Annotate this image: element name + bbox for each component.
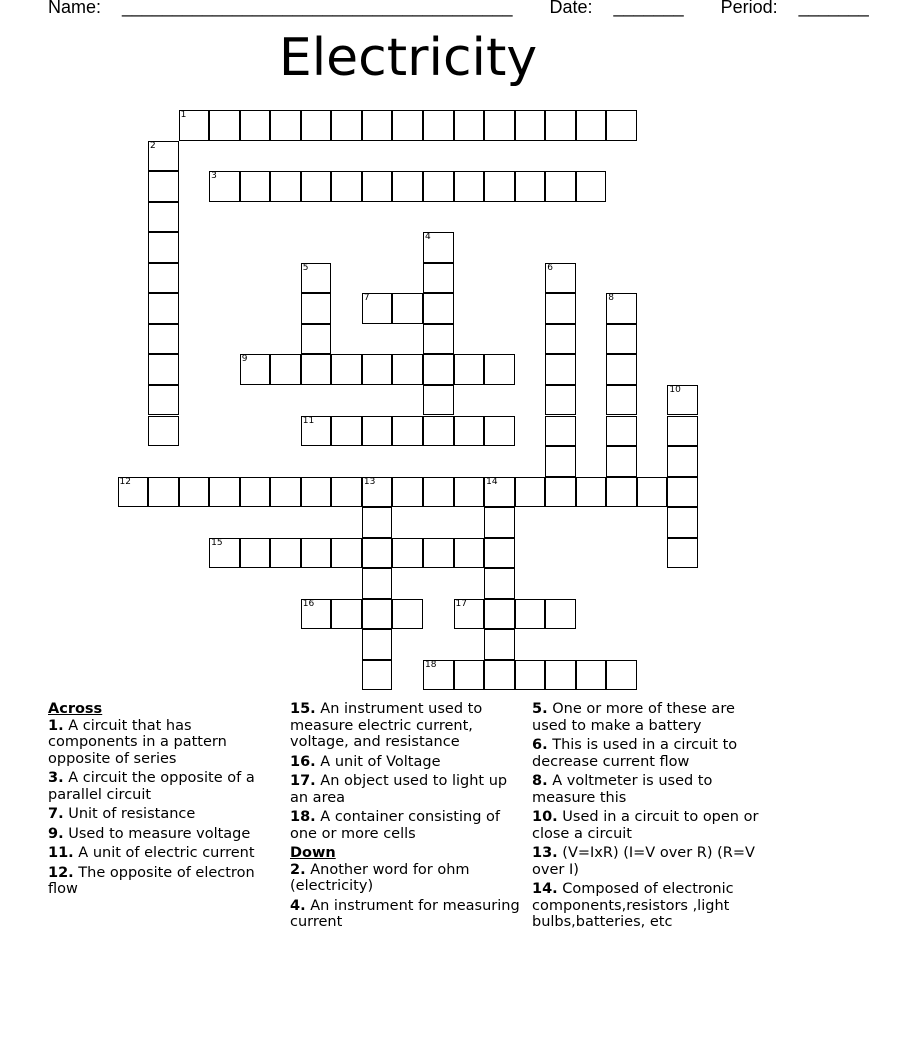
grid-cell[interactable] (545, 263, 576, 294)
grid-cell[interactable] (545, 660, 576, 691)
clue-number-label: 16. (290, 753, 316, 770)
grid-cell[interactable] (545, 171, 576, 202)
date-label: Date: (549, 0, 593, 17)
grid-cell[interactable] (606, 354, 637, 385)
clue-item (290, 754, 520, 771)
clue-text: An object used to light up an area (290, 773, 508, 806)
clue-number: 14 (486, 476, 498, 487)
clue-number: 8 (608, 293, 615, 304)
grid-cell[interactable] (392, 416, 423, 447)
grid-cell[interactable] (331, 538, 362, 569)
clue-number: 6 (547, 262, 553, 273)
clue-item (532, 809, 762, 842)
grid-cell[interactable] (362, 538, 393, 569)
grid-cell[interactable] (301, 354, 332, 385)
grid-cell[interactable] (240, 171, 271, 202)
grid-cell[interactable] (423, 477, 454, 508)
clue-text: The opposite of electron flow (48, 864, 255, 897)
clue-number-label: 17. (290, 773, 316, 789)
grid-cell[interactable] (606, 293, 637, 324)
clue-number: 5 (302, 262, 309, 273)
grid-cell[interactable] (606, 446, 637, 477)
grid-cell[interactable] (423, 660, 454, 691)
grid-cell[interactable] (362, 110, 393, 141)
grid-cell[interactable] (148, 141, 179, 172)
grid-cell[interactable] (637, 477, 668, 508)
clue-number: 15 (211, 537, 223, 548)
clue-number-label: 8. (532, 773, 548, 789)
clue-text: A circuit the opposite of a parallel circuit (48, 770, 255, 803)
grid-cell[interactable] (423, 385, 454, 416)
grid-cell[interactable] (301, 110, 332, 141)
clue-number: 12 (119, 476, 131, 487)
grid-cell[interactable] (545, 293, 576, 324)
grid-cell[interactable] (545, 324, 576, 355)
period-label: Period: (720, 0, 778, 17)
date-line: _______ (613, 0, 684, 17)
clue-item (290, 701, 520, 751)
grid-cell[interactable] (515, 171, 546, 202)
grid-cell[interactable] (179, 110, 210, 141)
grid-cell[interactable] (545, 477, 576, 508)
grid-cell[interactable] (606, 477, 637, 508)
grid-cell[interactable] (667, 446, 698, 477)
clue-number: 18 (425, 659, 437, 670)
grid-cell[interactable] (454, 416, 485, 447)
grid-cell[interactable] (301, 293, 332, 324)
clue-text: A container consisting of one or more cells (290, 809, 501, 842)
clue-number-label: 3. (48, 770, 64, 786)
across-clue-list (48, 718, 273, 898)
grid-cell[interactable] (545, 446, 576, 477)
clue-number: 10 (669, 384, 681, 395)
clue-column-1 (48, 701, 273, 901)
clue-text: (V=IxR) (I=V over R) (R=V over I) (532, 845, 755, 878)
grid-cell[interactable] (606, 110, 637, 141)
clue-item (532, 701, 762, 734)
grid-cell[interactable] (454, 538, 485, 569)
grid-cell[interactable] (301, 477, 332, 508)
grid-cell[interactable] (423, 293, 454, 324)
grid-cell[interactable] (362, 354, 393, 385)
grid-cell[interactable] (392, 599, 423, 630)
grid-cell[interactable] (576, 477, 607, 508)
grid-cell[interactable] (240, 354, 271, 385)
grid-cell[interactable] (667, 416, 698, 447)
grid-cell[interactable] (362, 599, 393, 630)
grid-cell[interactable] (454, 110, 485, 141)
grid-cell[interactable] (454, 599, 485, 630)
grid-cell[interactable] (301, 171, 332, 202)
grid-cell[interactable] (606, 324, 637, 355)
clue-number-label: 13. (532, 845, 558, 861)
grid-cell[interactable] (331, 477, 362, 508)
down-heading: Down (290, 845, 336, 861)
grid-cell[interactable] (331, 416, 362, 447)
clue-text: This is used in a circuit to decrease current flow (532, 737, 738, 770)
clue-item (48, 826, 273, 843)
grid-cell[interactable] (392, 477, 423, 508)
grid-cell[interactable] (148, 416, 179, 447)
clue-number-label: 2. (290, 861, 306, 878)
across-heading: Across (48, 701, 103, 717)
grid-cell[interactable] (484, 660, 515, 691)
grid-cell[interactable] (606, 660, 637, 691)
grid-cell[interactable] (240, 477, 271, 508)
grid-cell[interactable] (392, 354, 423, 385)
grid-cell[interactable] (667, 385, 698, 416)
clue-item (532, 737, 762, 770)
clue-number: 17 (455, 598, 467, 609)
clue-number-label: 11. (48, 845, 74, 861)
grid-cell[interactable] (423, 110, 454, 141)
grid-cell[interactable] (484, 171, 515, 202)
grid-cell[interactable] (209, 538, 240, 569)
grid-cell[interactable] (484, 477, 515, 508)
grid-cell[interactable] (545, 354, 576, 385)
clue-text: A circuit that has components in a pattern opposite of series (48, 717, 227, 767)
grid-cell[interactable] (667, 507, 698, 538)
grid-cell[interactable] (484, 599, 515, 630)
grid-cell[interactable] (484, 110, 515, 141)
clue-number: 2 (150, 140, 156, 151)
grid-cell[interactable] (331, 354, 362, 385)
grid-cell[interactable] (148, 324, 179, 355)
grid-cell[interactable] (484, 354, 515, 385)
clue-text: Composed of electronic components,resistors ,light bulbs,batteries, etc (532, 881, 734, 930)
grid-cell[interactable] (484, 629, 515, 660)
clue-text: An instrument used to measure electric current, voltage, and resistance (290, 701, 483, 750)
clue-number-label: 1. (48, 717, 64, 734)
clue-text: Used in a circuit to open or close a circuit (532, 809, 759, 842)
clue-number: 16 (302, 598, 315, 609)
clue-number-label: 12. (48, 864, 74, 881)
grid-cell[interactable] (148, 354, 179, 385)
grid-cell[interactable] (423, 354, 454, 385)
clue-number-label: 14. (532, 881, 558, 897)
grid-cell[interactable] (270, 171, 301, 202)
period-line: _______ (798, 0, 869, 17)
grid-cell[interactable] (301, 416, 332, 447)
clue-item (48, 806, 273, 823)
clue-text: Used to measure voltage (63, 825, 251, 842)
grid-cell[interactable] (270, 354, 301, 385)
grid-cell[interactable] (301, 538, 332, 569)
grid-cell[interactable] (454, 171, 485, 202)
clue-column-3 (532, 701, 762, 934)
clue-item (532, 845, 762, 878)
grid-cell[interactable] (423, 538, 454, 569)
grid-cell[interactable] (423, 232, 454, 263)
clue-item (290, 809, 520, 842)
grid-cell[interactable] (484, 538, 515, 569)
grid-cell[interactable] (423, 416, 454, 447)
clue-number-label: 15. (290, 701, 316, 717)
grid-cell[interactable] (484, 507, 515, 538)
grid-cell[interactable] (515, 110, 546, 141)
grid-cell[interactable] (179, 477, 210, 508)
grid-cell[interactable] (392, 538, 423, 569)
grid-cell[interactable] (362, 568, 393, 599)
grid-cell[interactable] (362, 171, 393, 202)
grid-cell[interactable] (515, 660, 546, 691)
clue-number-label: 9. (48, 825, 64, 842)
clue-column-2 (290, 701, 520, 934)
down-clue-list (290, 862, 520, 931)
clue-item (532, 881, 762, 931)
grid-cell[interactable] (545, 110, 576, 141)
grid-cell[interactable] (331, 171, 362, 202)
grid-cell[interactable] (240, 538, 271, 569)
clue-item (290, 773, 520, 806)
clue-number: 4 (425, 232, 431, 243)
clue-text: A unit of electric current (73, 845, 255, 861)
grid-cell[interactable] (423, 263, 454, 294)
grid-cell[interactable] (362, 507, 393, 538)
clue-number: 3 (211, 171, 217, 182)
clue-number-label: 10. (532, 809, 558, 825)
grid-cell[interactable] (576, 110, 607, 141)
grid-cell[interactable] (667, 477, 698, 508)
grid-cell[interactable] (270, 538, 301, 569)
clue-item (48, 865, 273, 898)
grid-cell[interactable] (209, 110, 240, 141)
grid-cell[interactable] (576, 660, 607, 691)
grid-cell[interactable] (362, 416, 393, 447)
grid-cell[interactable] (392, 293, 423, 324)
grid-cell[interactable] (576, 171, 607, 202)
grid-cell[interactable] (301, 263, 332, 294)
grid-cell[interactable] (454, 660, 485, 691)
clue-text: Another word for ohm (electricity) (290, 861, 470, 894)
grid-cell[interactable] (240, 110, 271, 141)
page-title: Electricity (278, 28, 538, 88)
clue-text: A voltmeter is used to measure this (532, 773, 713, 806)
grid-cell[interactable] (606, 385, 637, 416)
grid-cell[interactable] (484, 568, 515, 599)
grid-cell[interactable] (484, 416, 515, 447)
grid-cell[interactable] (148, 202, 179, 233)
grid-cell[interactable] (362, 629, 393, 660)
grid-cell[interactable] (606, 416, 637, 447)
clue-number: 9 (241, 354, 248, 365)
grid-cell[interactable] (454, 477, 485, 508)
grid-cell[interactable] (209, 171, 240, 202)
grid-cell[interactable] (148, 263, 179, 294)
grid-cell[interactable] (301, 324, 332, 355)
grid-cell[interactable] (148, 232, 179, 263)
clue-text: An instrument for measuring current (290, 897, 520, 930)
grid-cell[interactable] (148, 171, 179, 202)
grid-cell[interactable] (331, 599, 362, 630)
grid-cell[interactable] (362, 293, 393, 324)
clue-number-label: 7. (48, 806, 64, 822)
grid-cell[interactable] (331, 110, 362, 141)
clue-text: A unit of Voltage (315, 753, 441, 770)
clue-number: 13 (363, 476, 376, 487)
grid-cell[interactable] (667, 538, 698, 569)
clue-item (290, 898, 520, 931)
grid-cell[interactable] (545, 385, 576, 416)
clue-number: 7 (363, 293, 370, 304)
grid-cell[interactable] (148, 293, 179, 324)
grid-cell[interactable] (148, 385, 179, 416)
name-line: _______________________________________ (122, 0, 513, 17)
grid-cell[interactable] (423, 324, 454, 355)
grid-cell[interactable] (392, 171, 423, 202)
grid-cell[interactable] (545, 416, 576, 447)
grid-cell[interactable] (423, 171, 454, 202)
grid-cell[interactable] (301, 599, 332, 630)
grid-cell[interactable] (270, 477, 301, 508)
name-label: Name: (48, 0, 102, 17)
clue-item (48, 770, 273, 803)
grid-cell[interactable] (515, 599, 546, 630)
grid-cell[interactable] (545, 599, 576, 630)
across-clue-list-continued (290, 701, 520, 842)
grid-cell[interactable] (515, 477, 546, 508)
clue-item (48, 718, 273, 768)
clue-item (532, 773, 762, 806)
grid-cell[interactable] (270, 110, 301, 141)
grid-cell[interactable] (209, 477, 240, 508)
clue-text: Unit of resistance (63, 806, 196, 822)
grid-cell[interactable] (392, 110, 423, 141)
grid-cell[interactable] (362, 660, 393, 691)
grid-cell[interactable] (118, 477, 149, 508)
clue-number: 11 (302, 415, 315, 426)
grid-cell[interactable] (454, 354, 485, 385)
clue-number-label: 18. (290, 809, 316, 825)
grid-cell[interactable] (362, 477, 393, 508)
clue-number-label: 4. (290, 897, 306, 914)
clue-number: 1 (180, 110, 187, 120)
grid-cell[interactable] (148, 477, 179, 508)
clue-number-label: 5. (532, 701, 548, 717)
clue-item (48, 845, 273, 862)
clue-text: One or more of these are used to make a battery (532, 701, 735, 734)
down-clue-list-continued (532, 701, 762, 931)
clue-item (290, 862, 520, 895)
clue-number-label: 6. (532, 737, 548, 753)
